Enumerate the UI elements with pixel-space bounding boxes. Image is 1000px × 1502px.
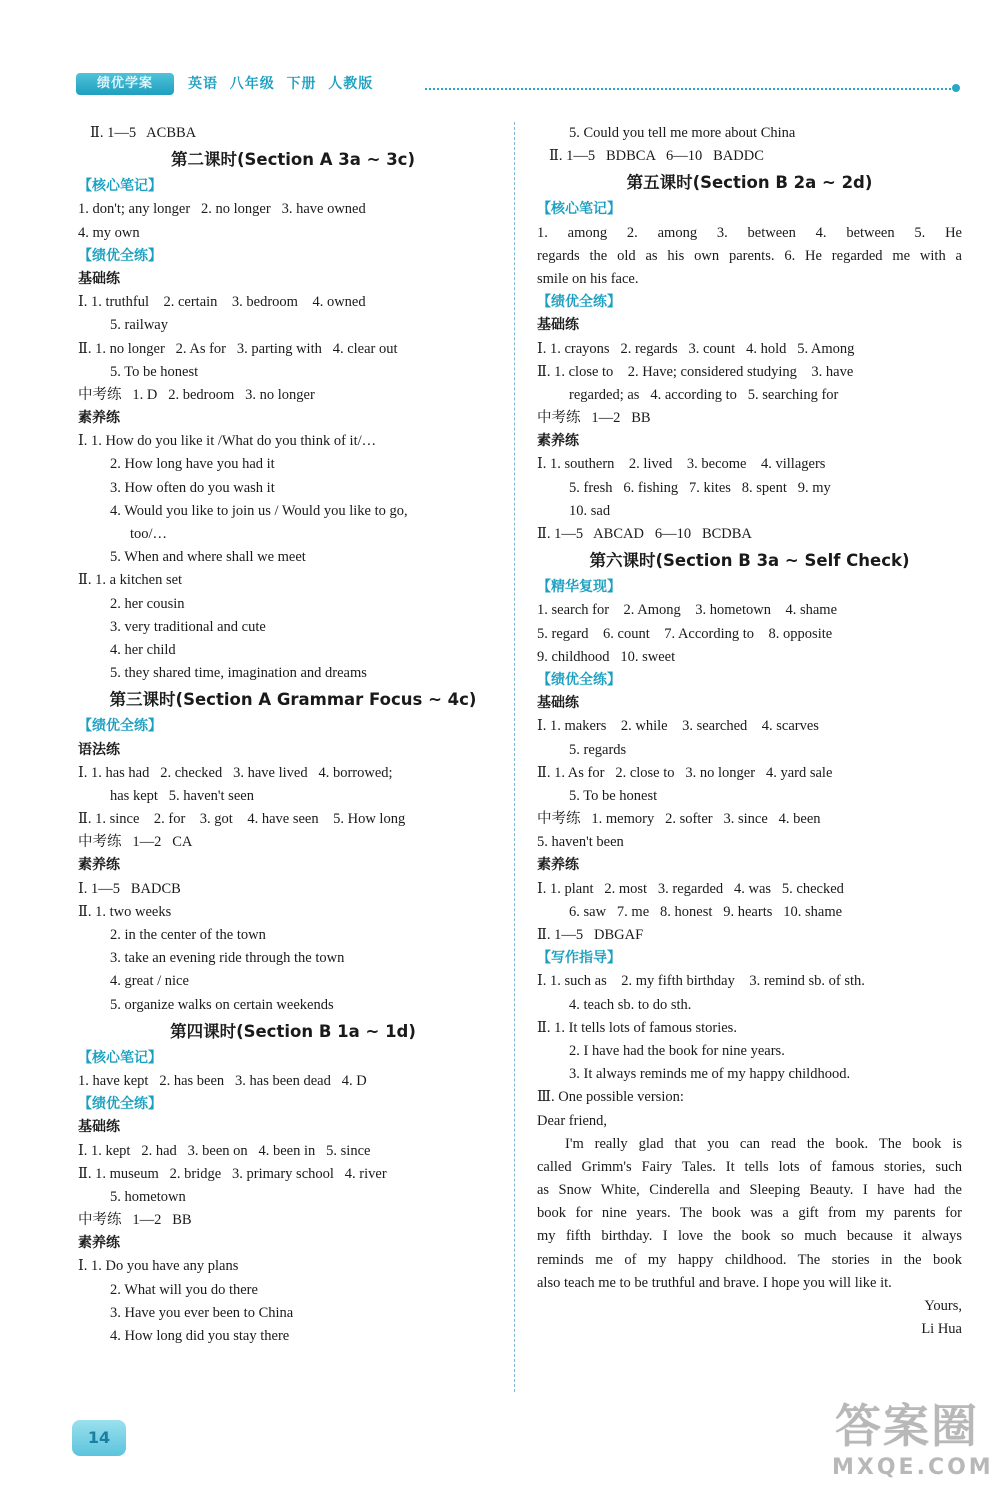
lesson-heading: 第四课时(Section B 1a ~ 1d) (170, 1021, 416, 1041)
exercise-type-label: 基础练 (537, 695, 579, 712)
left-answer-column (78, 122, 508, 1348)
exercise-type-label: 素养练 (537, 433, 579, 450)
section-tag: 【绩优全练】 (78, 1096, 162, 1113)
header-dotted-rule (425, 88, 955, 90)
answer-line: Ⅱ. 1. As for 2. close to 3. no longer 4. yard sale (537, 764, 833, 781)
answer-line: 5. they shared time, imagination and dreams (110, 665, 367, 682)
answer-line: Ⅱ. 1—5 DBGAF (537, 927, 644, 943)
answer-line: 5. fresh 6. fishing 7. kites 8. spent 9. my (569, 479, 831, 496)
lesson-heading: 第二课时(Section A 3a ~ 3c) (170, 150, 415, 170)
answer-line: 5. Could you tell me more about China (569, 125, 796, 141)
answer-line: smile on his face. (537, 270, 639, 287)
answer-line: 4. great / nice (110, 973, 189, 990)
answer-line: 5. hometown (110, 1188, 186, 1205)
answer-line: 1. search for 2. Among 3. hometown 4. shame (537, 602, 838, 619)
essay-line: 1. among 2. among 3. between 4. between 5. He (537, 224, 962, 241)
essay-line: as Snow White, Cinderella and Sleeping Beauty. I have had the (537, 1182, 962, 1199)
answer-line: 5. haven't been (537, 834, 624, 851)
section-tag: 【核心笔记】 (537, 201, 621, 218)
answer-line: Ⅰ. 1. has had 2. checked 3. have lived 4. borrowed; (78, 764, 393, 781)
answer-line: 4. Would you like to join us / Would you like to go, (110, 502, 408, 519)
answer-line: Ⅱ. 1. two weeks (78, 903, 172, 920)
essay-line: book for nine years. The book was a gift from my parents for (537, 1205, 962, 1222)
lesson-heading: 第五课时(Section B 2a ~ 2d) (626, 173, 873, 193)
exercise-type-label: 基础练 (537, 317, 579, 334)
lesson-heading: 第六课时(Section B 3a ~ Self Check) (589, 551, 910, 571)
answer-line: Ⅰ. 1. plant 2. most 3. regarded 4. was 5. checked (537, 880, 844, 897)
answer-line: Ⅰ. 1. truthful 2. certain 3. bedroom 4. owned (78, 294, 366, 311)
section-tag: 【绩优全练】 (78, 247, 162, 264)
watermark-url: MXQE.COM (832, 1455, 994, 1480)
answer-line: Ⅰ. 1. southern 2. lived 3. become 4. villagers (537, 456, 826, 473)
answer-line: 2. What will you do there (110, 1281, 258, 1298)
answer-line: Ⅱ. 1—5 BDBCA 6—10 BADDC (549, 148, 764, 165)
section-tag: 【核心笔记】 (78, 178, 162, 195)
watermark-text: 答案圈 (835, 1399, 979, 1453)
section-tag: 【精华复现】 (537, 579, 621, 596)
letter-signoff: Yours, (924, 1298, 962, 1314)
answer-line: Dear friend, (537, 1112, 608, 1129)
answer-line: 2. in the center of the town (110, 927, 266, 943)
answer-line: Ⅱ. 1—5 ABCAD 6—10 BCDBA (537, 526, 752, 542)
answer-line: regarded; as 4. according to 5. searching for (569, 386, 839, 403)
answer-line: Ⅲ. One possible version: (537, 1089, 684, 1106)
answer-line: 9. childhood 10. sweet (537, 648, 676, 665)
answer-line: Ⅱ. 1—5 ACBBA (90, 125, 197, 141)
answer-line: has kept 5. haven't seen (110, 787, 254, 804)
exercise-type-label: 素养练 (78, 1235, 120, 1252)
header-rule-end-dot (952, 84, 960, 92)
section-tag: 【绩优全练】 (537, 671, 621, 688)
answer-line: 3. take an evening ride through the town (110, 950, 345, 967)
series-logo: 绩优学案 (76, 73, 174, 95)
letter-signoff: Li Hua (921, 1321, 962, 1338)
watermark-logo (832, 1398, 994, 1498)
answer-line: Ⅱ. 1. close to 2. Have; considered studying 3. have (537, 363, 854, 380)
answer-line: 3. very traditional and cute (110, 618, 266, 635)
essay-line: my fifth birthday. I love the book so much because it always (537, 1228, 962, 1245)
essay-line: regards the old as his own parents. 6. He regarded me with a (537, 247, 962, 264)
answer-line: 5. organize walks on certain weekends (110, 996, 334, 1013)
exercise-type-label: 基础练 (78, 270, 120, 287)
answer-line: 4. my own (78, 224, 140, 241)
answer-line: 5. To be honest (110, 363, 199, 380)
answer-line: 3. Have you ever been to China (110, 1304, 294, 1321)
answer-line: 5. When and where shall we meet (110, 549, 306, 566)
exercise-type-label: 素养练 (537, 857, 579, 874)
answer-line: Ⅰ. 1—5 BADCB (78, 880, 181, 897)
exercise-type-label: 基础练 (78, 1119, 120, 1136)
section-tag: 【写作指导】 (537, 950, 621, 967)
answer-line: Ⅰ. 1. Do you have any plans (78, 1258, 239, 1275)
answer-line: 1. don't; any longer 2. no longer 3. have owned (78, 201, 366, 218)
answer-line: 3. How often do you wash it (110, 479, 275, 496)
answer-line: 2. her cousin (110, 595, 185, 612)
answer-line: 5. railway (110, 317, 168, 334)
essay-line: reminds me of my happy childhood. The stories in the book (537, 1251, 962, 1268)
page-header (0, 0, 1000, 110)
answer-line: 2. I have had the book for nine years. (569, 1042, 785, 1059)
answer-line: 5. To be honest (569, 787, 658, 804)
exercise-type-label: 语法练 (78, 741, 120, 758)
answer-line: Ⅱ. 1. no longer 2. As for 3. parting with 4. clear out (78, 340, 398, 357)
answer-line: 10. sad (569, 502, 611, 519)
answer-line: Ⅱ. 1. It tells lots of famous stories. (537, 1019, 737, 1036)
answer-line: Ⅱ. 1. a kitchen set (78, 572, 183, 589)
answer-line: Ⅰ. 1. How do you like it /What do you think of it/… (78, 433, 377, 450)
section-tag: 【绩优全练】 (537, 294, 621, 311)
essay-line: called Grimm's Fairy Tales. It tells lots of famous stories, such (537, 1158, 962, 1175)
answer-line: Ⅰ. 1. crayons 2. regards 3. count 4. hold 5. Among (537, 340, 855, 357)
answer-line: 2. How long have you had it (110, 456, 275, 473)
answer-line: Ⅰ. 1. kept 2. had 3. been on 4. been in 5. since (78, 1142, 371, 1159)
exercise-type-label: 素养练 (78, 410, 120, 427)
answer-line: 5. regard 6. count 7. According to 8. opposite (537, 625, 833, 642)
essay-line: also teach me to be truthful and brave. I hope you will like it. (537, 1274, 892, 1291)
answer-line: 6. saw 7. me 8. honest 9. hearts 10. shame (569, 903, 843, 920)
answer-line: 中考练 1—2 BB (537, 410, 651, 427)
subject-line: 英语 八年级 下册 人教版 (188, 76, 374, 92)
section-tag: 【绩优全练】 (78, 718, 162, 735)
answer-line: Ⅱ. 1. museum 2. bridge 3. primary school 4. river (78, 1165, 387, 1182)
answer-line: 中考练 1—2 BB (78, 1212, 192, 1229)
answer-line: Ⅱ. 1. since 2. for 3. got 4. have seen 5. How long (78, 811, 406, 828)
column-divider (514, 122, 515, 1392)
answer-line: 4. teach sb. to do sth. (569, 996, 692, 1013)
answer-line: 5. regards (569, 741, 627, 758)
essay-line: I'm really glad that you can read the book. The book is (565, 1135, 962, 1152)
answer-line: 中考练 1—2 CA (78, 834, 193, 851)
answer-line: 中考练 1. D 2. bedroom 3. no longer (78, 386, 315, 403)
section-tag: 【核心笔记】 (78, 1049, 162, 1066)
answer-line: 4. How long did you stay there (110, 1328, 290, 1344)
answer-line: 3. It always reminds me of my happy childhood. (569, 1066, 851, 1083)
lesson-heading: 第三课时(Section A Grammar Focus ~ 4c) (109, 690, 477, 710)
answer-line: 1. have kept 2. has been 3. has been dead 4. D (78, 1072, 367, 1089)
answer-line: 4. her child (110, 641, 176, 658)
answer-line: Ⅰ. 1. makers 2. while 3. searched 4. scarves (537, 718, 819, 735)
answer-line: Ⅰ. 1. such as 2. my fifth birthday 3. remind sb. of sth. (537, 973, 865, 990)
answer-line: too/… (130, 526, 168, 542)
exercise-type-label: 素养练 (78, 857, 120, 874)
right-answer-column (537, 122, 962, 1341)
answer-line: 中考练 1. memory 2. softer 3. since 4. been (537, 811, 821, 828)
page-number: 14 (72, 1420, 126, 1456)
